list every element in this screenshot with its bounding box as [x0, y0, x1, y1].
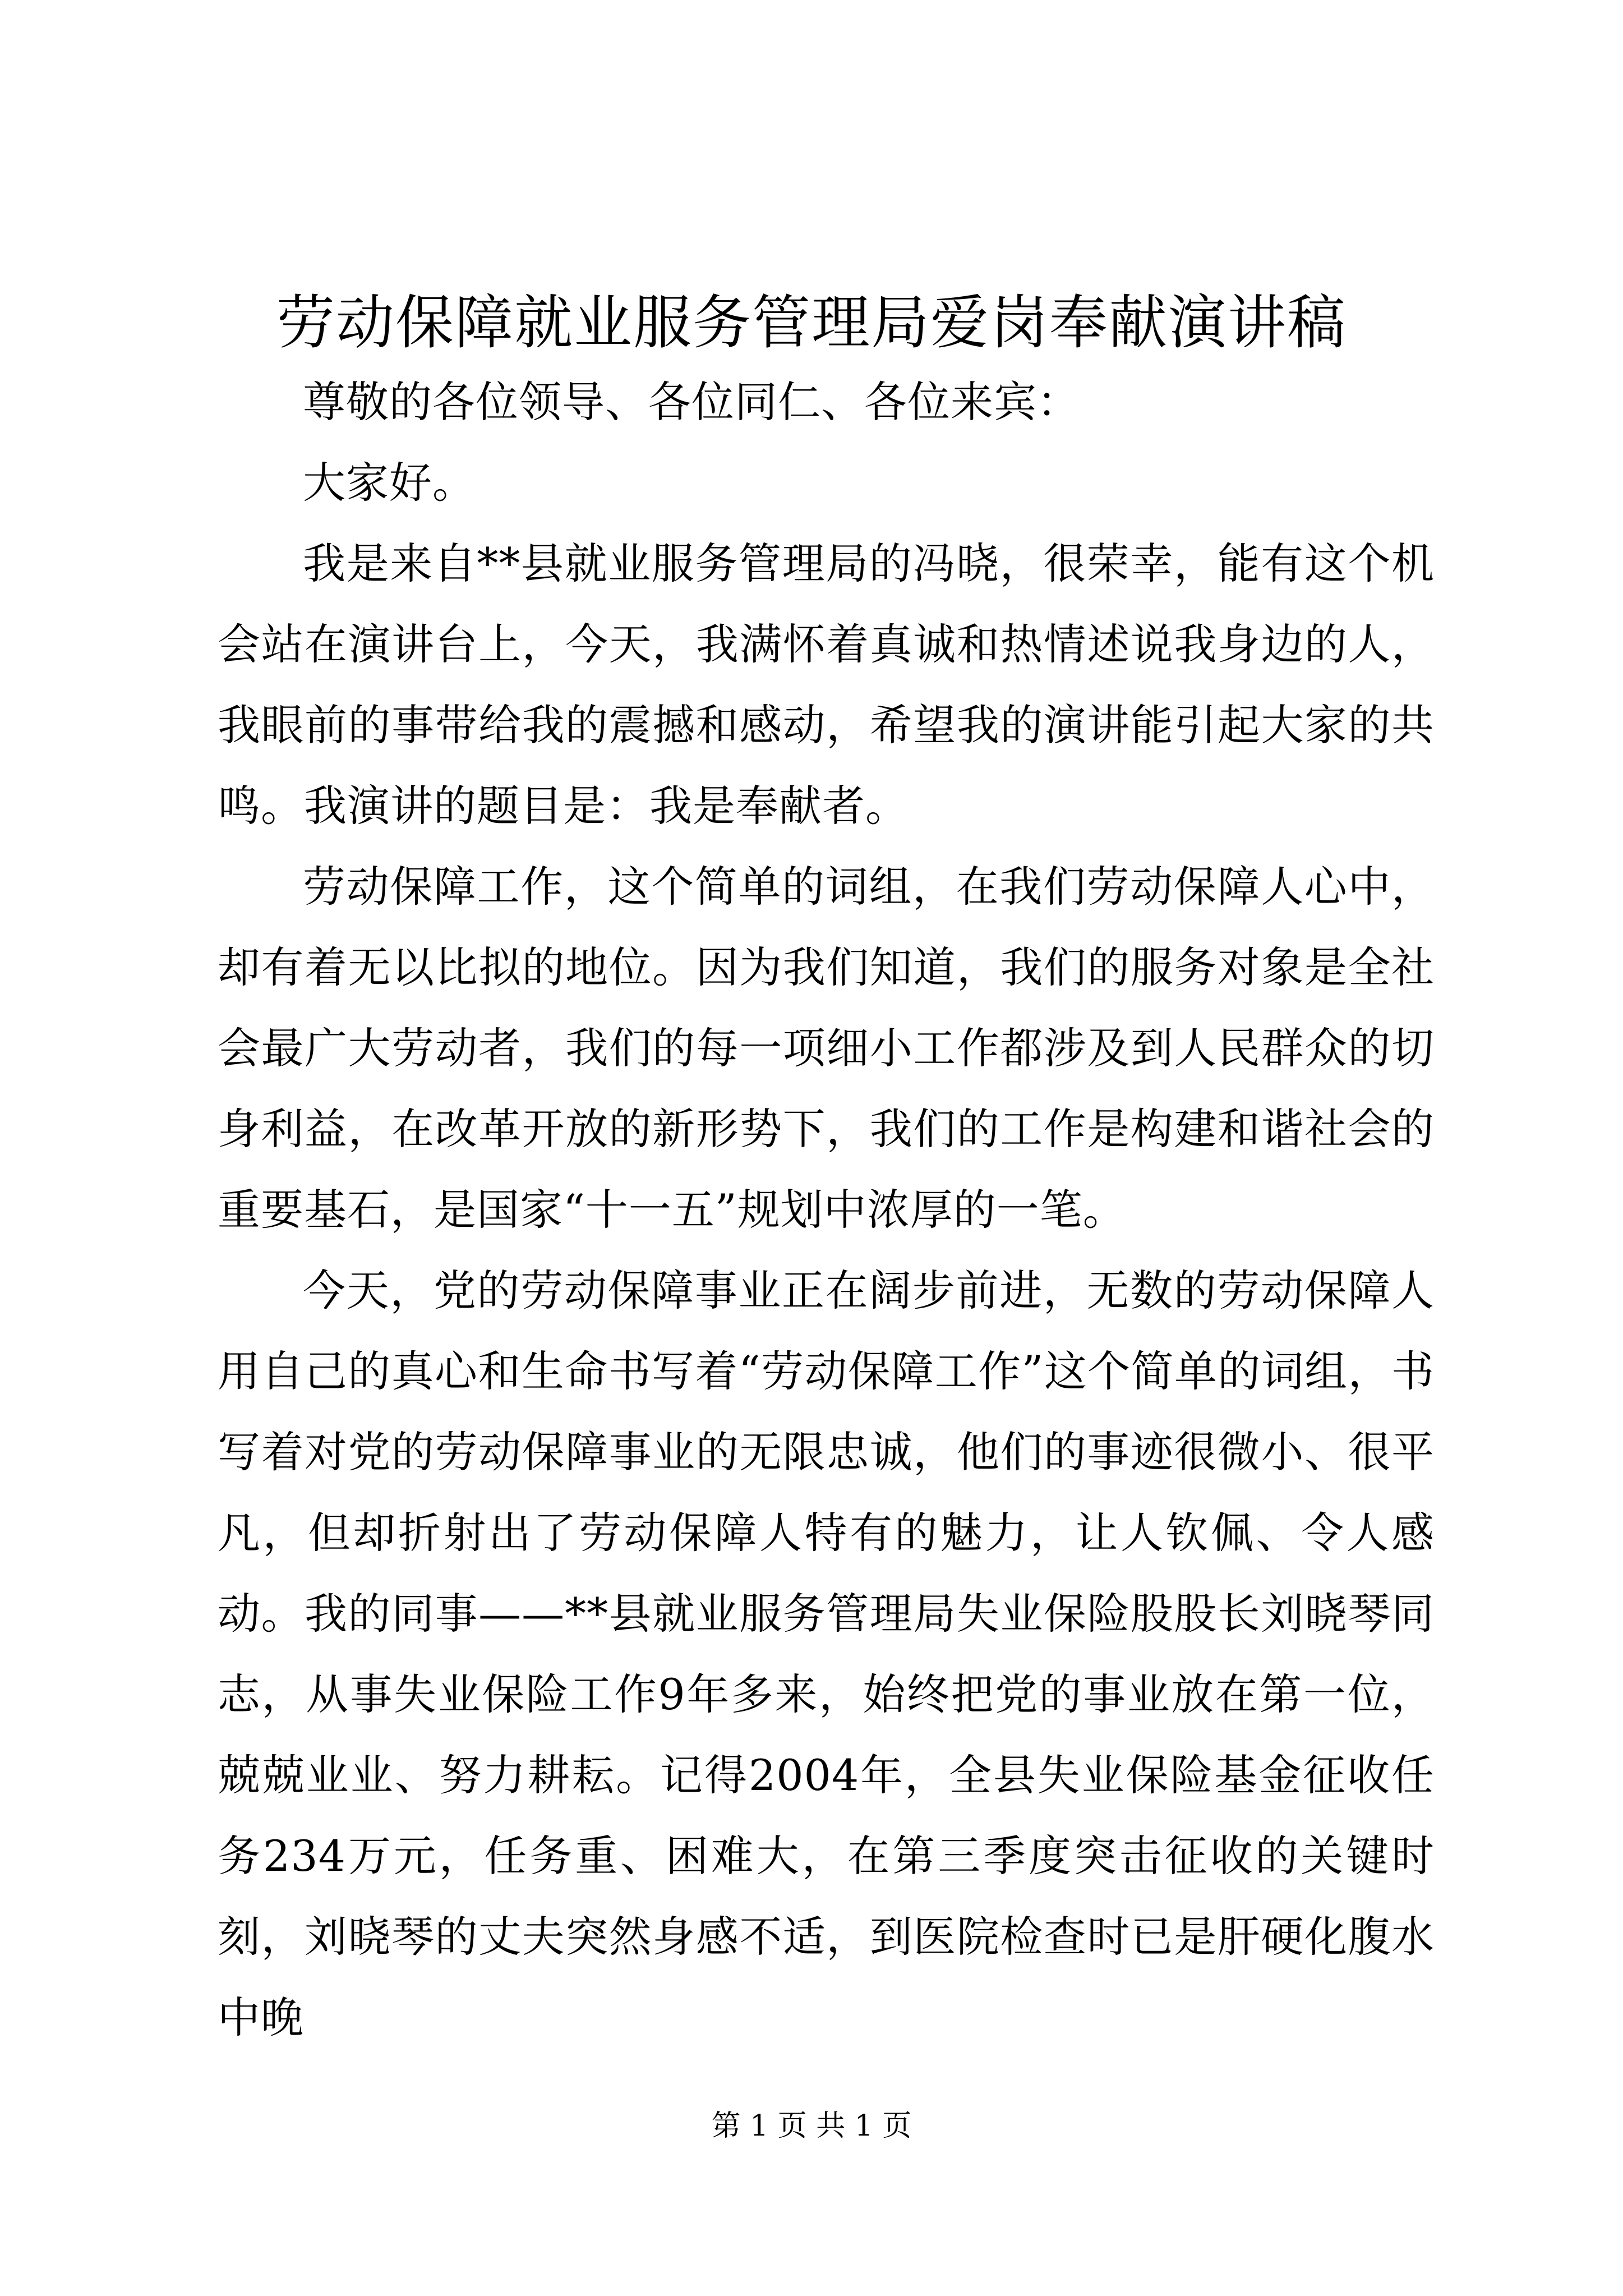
paragraph-introduction: 我是来自**县就业服务管理局的冯晓，很荣幸，能有这个机会站在演讲台上，今天，我满怀着真诚和热情述说我身边的人，我眼前的事带给我的震撼和感动，希望我的演讲能引起大家的共鸣。我演讲的题目是：我是奉献者。 [218, 539, 1435, 831]
paragraph-labor-security-work: 劳动保障工作，这个简单的词组，在我们劳动保障人心中，却有着无以比拟的地位。因为我们知道，我们的服务对象是全社会最广大劳动者，我们的每一项细小工作都涉及到人民群众的切身利益，在改革开放的新形势下，我们的工作是构建和谐社会的重要基石，是国家“十一五”规划中浓厚的一笔。 [218, 862, 1435, 1235]
paragraph-greeting: 大家好。 [303, 458, 476, 508]
document-title: 劳动保障就业服务管理局爱岗奉献演讲稿 [276, 288, 1347, 357]
page-footer: 第 1 页 共 1 页 [711, 2109, 912, 2143]
paragraph-salutation: 尊敬的各位领导、各位同仁、各位来宾： [303, 377, 1080, 427]
document-body [218, 362, 1435, 2058]
paragraph-colleague-story: 今天，党的劳动保障事业正在阔步前进，无数的劳动保障人用自己的真心和生命书写着“劳动保障工作”这个简单的词组，书写着对党的劳动保障事业的无限忠诚，他们的事迹很微小、很平凡，但却折射出了劳动保障人特有的魅力，让人钦佩、令人感动。我的同事——**县就业服务管理局失业保险股股长刘晓琴同志，从事失业保险工作9年多来，始终把党的事业放在第一位，兢兢业业、努力耕耘。记得2004年，全县失业保险基金征收任务234万元，任务重、困难大，在第三季度突击征收的关键时刻，刘晓琴的丈夫突然身感不适，到医院检查时已是肝硬化腹水中晚 [218, 1266, 1435, 2042]
